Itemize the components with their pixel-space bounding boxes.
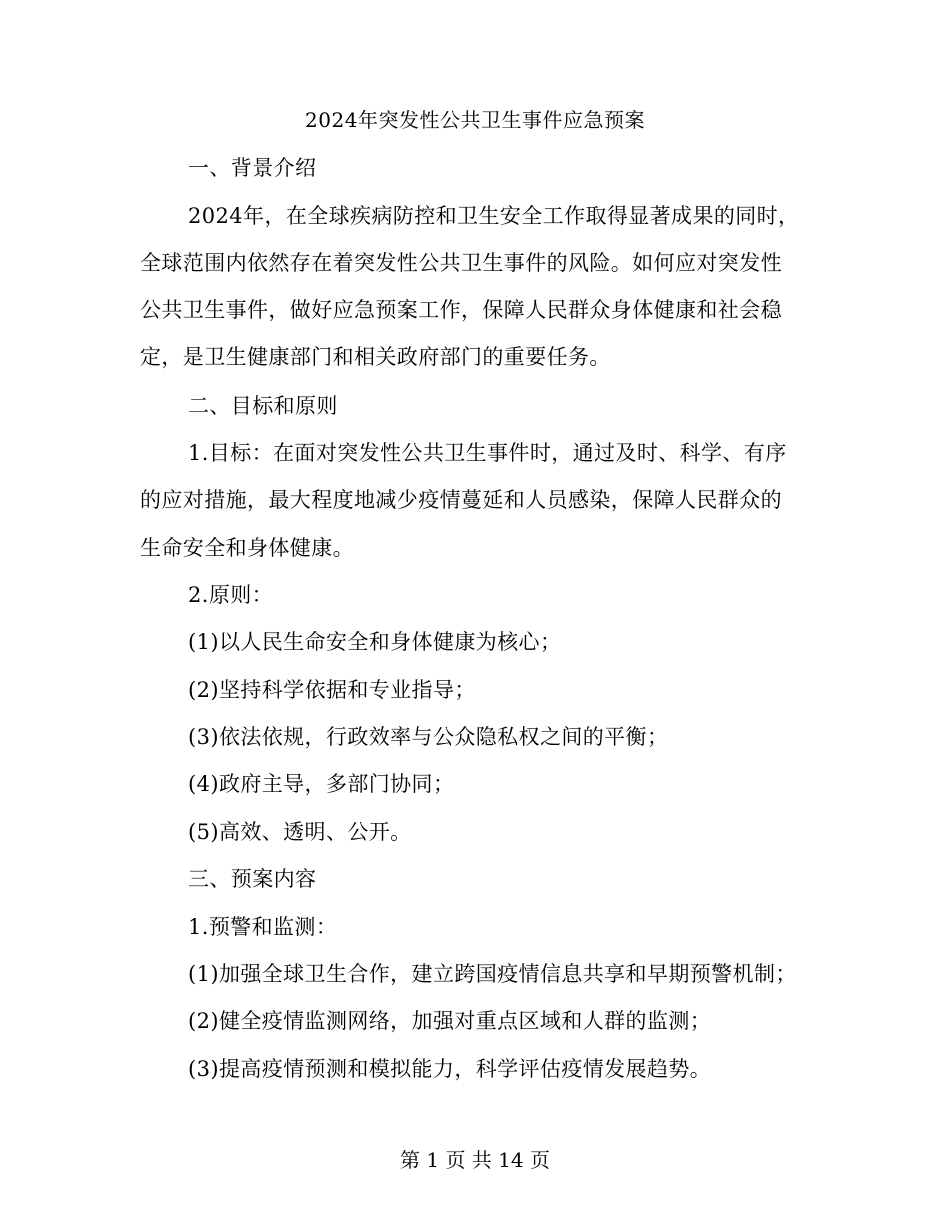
principle-item-3: (3)依法依规，行政效率与公众隐私权之间的平衡；: [188, 725, 669, 749]
section-heading-plan-content: 三、预案内容: [188, 867, 317, 891]
background-paragraph-line-4: 定，是卫生健康部门和相关政府部门的重要任务。: [140, 345, 611, 369]
page-number-footer: 第 1 页 共 14 页: [400, 1148, 550, 1172]
document-title: 2024年突发性公共卫生事件应急预案: [305, 108, 645, 132]
principle-item-4: (4)政府主导，多部门协同；: [188, 772, 455, 796]
goal-line-3: 生命安全和身体健康。: [140, 536, 354, 560]
monitoring-heading: 1.预警和监测：: [188, 915, 338, 939]
principle-item-2: (2)坚持科学依据和专业指导；: [188, 678, 476, 702]
monitoring-item-3: (3)提高疫情预测和模拟能力，科学评估疫情发展趋势。: [188, 1057, 712, 1081]
goal-line-1: 1.目标：在面对突发性公共卫生事件时，通过及时、科学、有序: [188, 441, 787, 465]
principle-item-5: (5)高效、透明、公开。: [188, 820, 412, 844]
monitoring-item-2: (2)健全疫情监测网络，加强对重点区域和人群的监测；: [188, 1009, 712, 1033]
principles-heading: 2.原则：: [188, 583, 274, 607]
section-heading-goals-principles: 二、目标和原则: [188, 394, 338, 418]
section-heading-background: 一、背景介绍: [188, 156, 317, 180]
background-paragraph-line-2: 全球范围内依然存在着突发性公共卫生事件的风险。如何应对突发性: [140, 251, 782, 275]
principle-item-1: (1)以人民生命安全和身体健康为核心；: [188, 630, 562, 654]
goal-line-2: 的应对措施，最大程度地减少疫情蔓延和人员感染，保障人民群众的: [140, 488, 782, 512]
background-paragraph-line-3: 公共卫生事件，做好应急预案工作，保障人民群众身体健康和社会稳: [140, 298, 782, 322]
monitoring-item-1: (1)加强全球卫生合作，建立跨国疫情信息共享和早期预警机制；: [188, 962, 797, 986]
background-paragraph-line-1: 2024年，在全球疾病防控和卫生安全工作取得显著成果的同时，: [188, 204, 800, 228]
